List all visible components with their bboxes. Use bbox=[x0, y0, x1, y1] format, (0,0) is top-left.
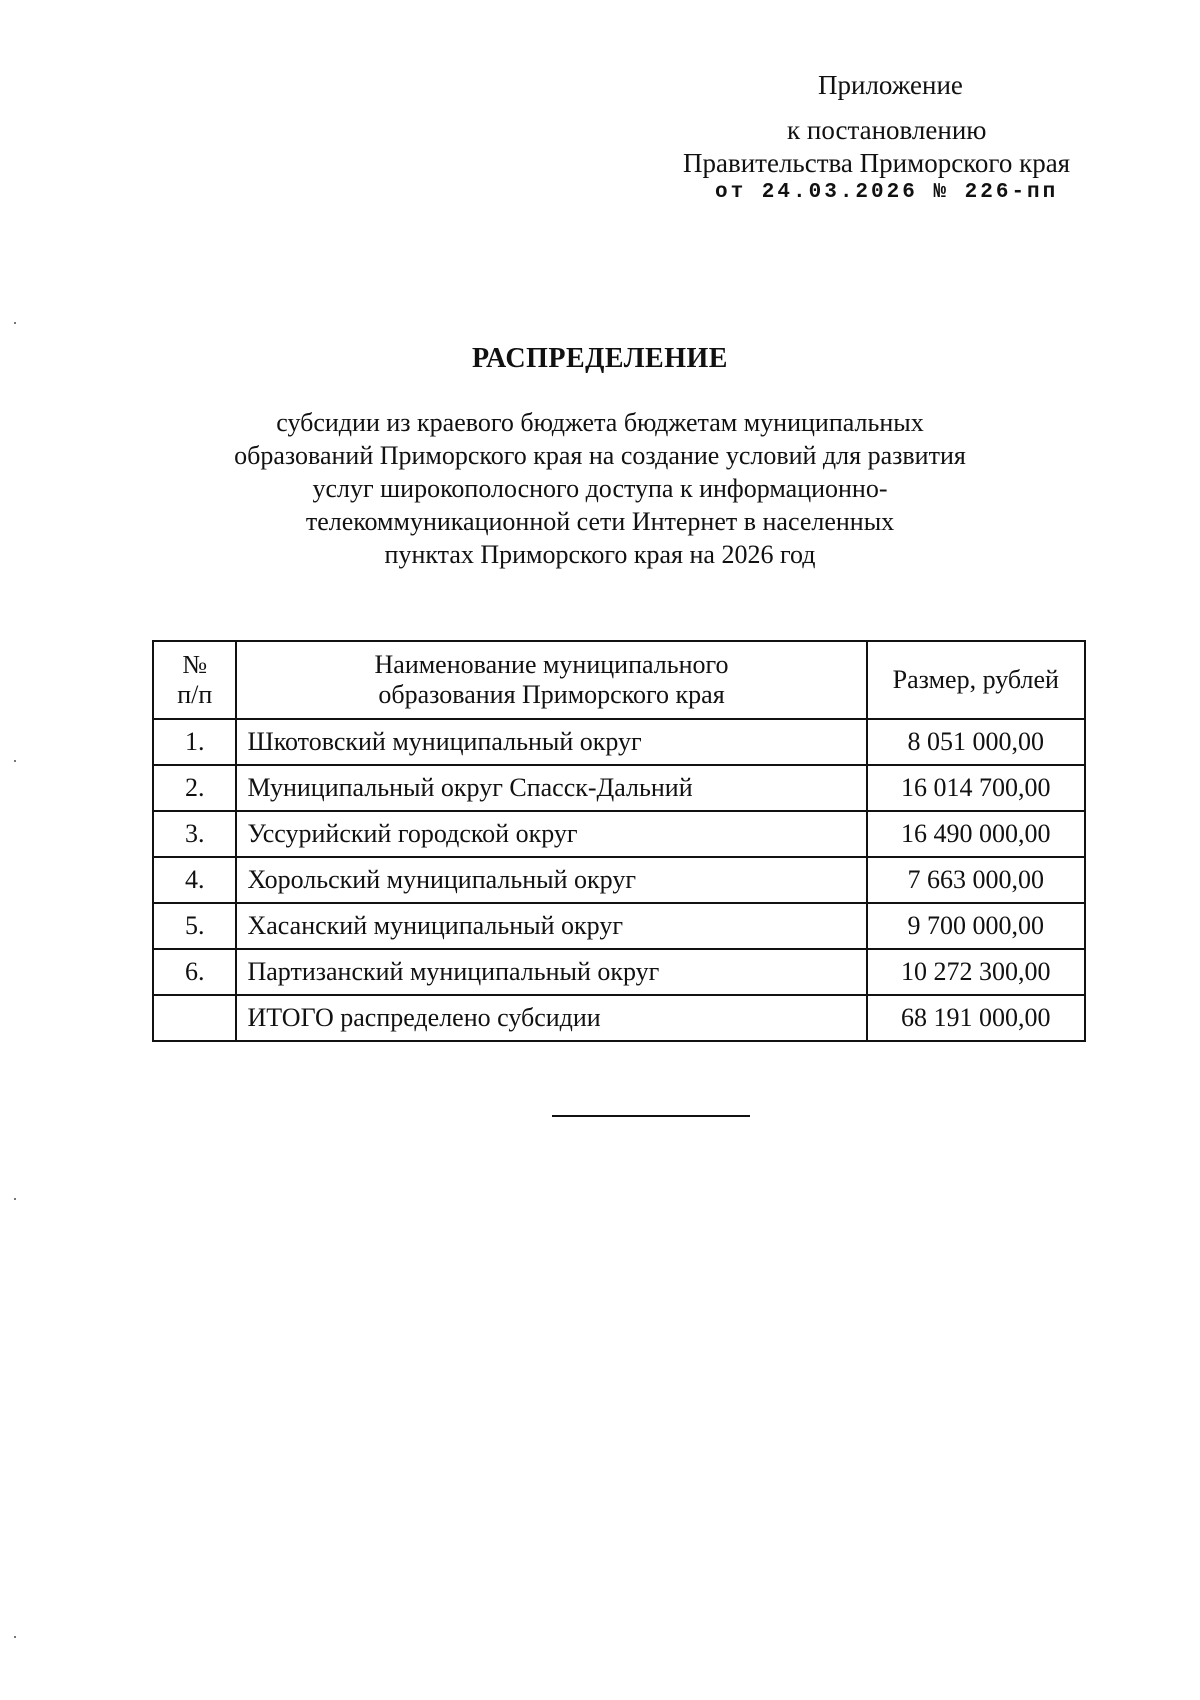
header-amount: Размер, рублей bbox=[867, 641, 1085, 719]
row-number: 1. bbox=[153, 719, 236, 765]
appendix-government: Правительства Приморского края bbox=[683, 148, 1071, 178]
table-row bbox=[153, 765, 1085, 811]
table-header-row bbox=[153, 641, 1085, 719]
row-municipality: Шкотовский муниципальный округ bbox=[236, 719, 866, 765]
row-number: 6. bbox=[153, 949, 236, 995]
table-row bbox=[153, 811, 1085, 857]
resolution-date-number: от 24.03.2026 № 226-пп bbox=[715, 181, 1059, 204]
row-municipality: Уссурийский городской округ bbox=[236, 811, 866, 857]
header-number bbox=[153, 641, 236, 719]
row-amount: 9 700 000,00 bbox=[867, 903, 1085, 949]
row-amount: 8 051 000,00 bbox=[867, 719, 1085, 765]
scan-speck bbox=[14, 1198, 16, 1200]
document-subtitle bbox=[150, 406, 1050, 571]
subtitle-line: образований Приморского края на создание условий для развития bbox=[234, 441, 966, 470]
table-row bbox=[153, 719, 1085, 765]
scan-speck bbox=[14, 1636, 16, 1638]
subtitle-line: телекоммуникационной сети Интернет в населенных bbox=[305, 507, 895, 536]
table-row bbox=[153, 903, 1085, 949]
header-number-abbr: п/п bbox=[177, 680, 213, 709]
scan-speck bbox=[14, 322, 16, 324]
header-number-sign: № bbox=[182, 650, 208, 679]
row-amount: 16 014 700,00 bbox=[867, 765, 1085, 811]
row-number: 2. bbox=[153, 765, 236, 811]
header-name-line1: Наименование муниципального bbox=[374, 650, 729, 679]
distribution-table bbox=[152, 640, 1086, 1042]
appendix-to-resolution: к постановлению bbox=[787, 115, 987, 145]
scan-speck bbox=[14, 760, 16, 762]
header-name-line2: образования Приморского края bbox=[378, 680, 725, 709]
subtitle-line: субсидии из краевого бюджета бюджетам муниципальных bbox=[276, 408, 924, 437]
row-municipality: Хорольский муниципальный округ bbox=[236, 857, 866, 903]
row-number: 5. bbox=[153, 903, 236, 949]
document-title: РАСПРЕДЕЛЕНИЕ bbox=[472, 343, 728, 374]
subtitle-line: услуг широкополосного доступа к информационно- bbox=[312, 474, 888, 503]
total-number bbox=[153, 995, 236, 1041]
row-number: 3. bbox=[153, 811, 236, 857]
header-name bbox=[236, 641, 866, 719]
row-municipality: Хасанский муниципальный округ bbox=[236, 903, 866, 949]
row-number: 4. bbox=[153, 857, 236, 903]
end-of-document-rule bbox=[552, 1115, 750, 1117]
appendix-label: Приложение bbox=[818, 70, 963, 100]
row-amount: 16 490 000,00 bbox=[867, 811, 1085, 857]
row-municipality: Муниципальный округ Спасск-Дальний bbox=[236, 765, 866, 811]
total-label: ИТОГО распределено субсидии bbox=[236, 995, 866, 1041]
table-row bbox=[153, 857, 1085, 903]
total-amount: 68 191 000,00 bbox=[867, 995, 1085, 1041]
row-amount: 7 663 000,00 bbox=[867, 857, 1085, 903]
row-amount: 10 272 300,00 bbox=[867, 949, 1085, 995]
table-row bbox=[153, 949, 1085, 995]
row-municipality: Партизанский муниципальный округ bbox=[236, 949, 866, 995]
table-total-row bbox=[153, 995, 1085, 1041]
subtitle-line: пунктах Приморского края на 2026 год bbox=[384, 540, 816, 569]
